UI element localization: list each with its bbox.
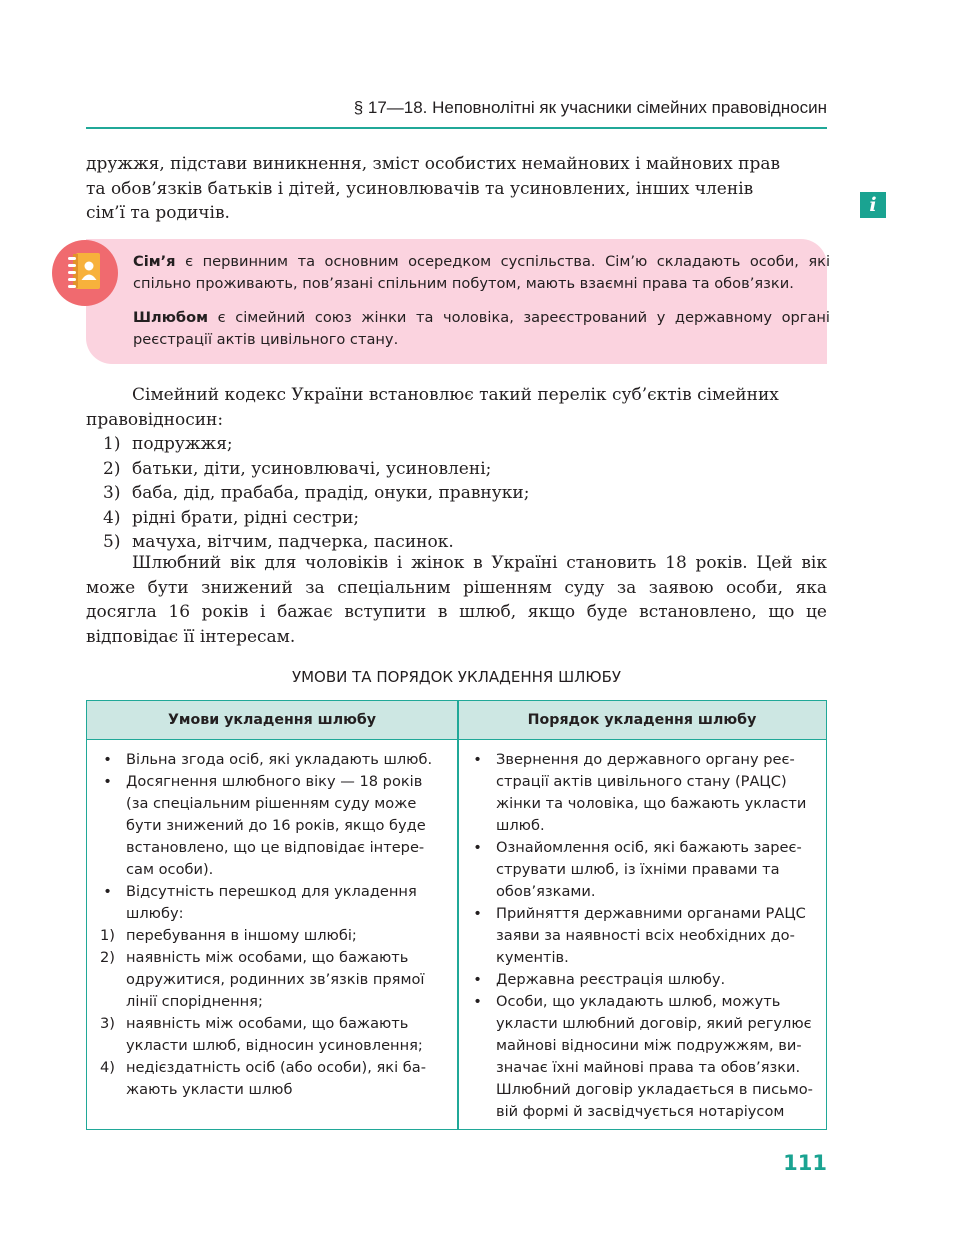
list-number: 4) bbox=[103, 507, 121, 528]
list-item-line: укласти шлюб, відносин усиновлення; bbox=[126, 1037, 423, 1054]
subjects-intro-line: Сімейний кодекс України встановлює такий перелік суб’єктів сімейних bbox=[132, 385, 779, 405]
table-list-item bbox=[459, 991, 813, 1123]
column-header-procedure: Порядок укладення шлюбу bbox=[527, 712, 757, 728]
list-item-line: (за спеціальним рішенням суду може bbox=[126, 795, 417, 812]
list-item bbox=[103, 481, 529, 506]
list-item-line: Вільна згода осіб, які укладають шлюб. bbox=[126, 751, 433, 768]
table-list-item bbox=[89, 947, 435, 1013]
intro-line: сім’ї та родичів. bbox=[86, 203, 230, 223]
list-text: мачуха, вітчим, падчерка, пасинок. bbox=[132, 532, 454, 552]
list-item-line: вій формі й засвідчується нотаріусом bbox=[496, 1103, 785, 1120]
list-number: 5) bbox=[103, 532, 121, 552]
list-number: 2) bbox=[103, 458, 121, 479]
list-item-line: Особи, що укладають шлюб, можуть bbox=[496, 993, 781, 1010]
list-item-line: Досягнення шлюбного віку — 18 років bbox=[126, 773, 423, 790]
list-item-line: Шлюбний договір укладається в письмо- bbox=[496, 1081, 813, 1098]
list-item-text bbox=[496, 903, 813, 969]
list-item-line: лінії споріднення; bbox=[126, 993, 263, 1010]
info-marker-icon: i bbox=[860, 192, 886, 218]
list-item-text bbox=[126, 749, 435, 771]
subjects-intro bbox=[86, 383, 827, 432]
list-item-text bbox=[496, 969, 813, 991]
list-item-line: недієздатність осіб (або особи), які ба- bbox=[126, 1059, 427, 1076]
table-list-item bbox=[89, 881, 435, 925]
list-item-line: наявність між особами, що бажають bbox=[126, 949, 409, 966]
list-number: 3) bbox=[103, 483, 121, 503]
table-list-item bbox=[89, 1013, 435, 1057]
conditions-column bbox=[89, 749, 435, 1101]
procedure-column bbox=[459, 749, 813, 1123]
list-item-line: укласти шлюбний договір, який регулює bbox=[496, 1015, 812, 1032]
list-marker: • bbox=[473, 905, 482, 922]
list-text: батьки, діти, усиновлювачі, усиновлені; bbox=[132, 458, 492, 479]
list-item-line: шлюб. bbox=[496, 817, 545, 834]
table-list-item bbox=[89, 1057, 435, 1101]
list-item-line: Прийняття державними органами РАЦС bbox=[496, 905, 806, 922]
list-item-line: Державна реєстрація шлюбу. bbox=[496, 971, 726, 988]
list-marker: • bbox=[473, 971, 482, 988]
list-item-line: кументів. bbox=[496, 949, 569, 966]
table-list-item bbox=[459, 749, 813, 837]
table-list-item bbox=[89, 749, 435, 771]
list-item-line: встановлено, що це відповідає інтере- bbox=[126, 839, 425, 856]
list-marker: 4) bbox=[100, 1059, 115, 1076]
list-item-line: одружитися, родинних зв’язків прямої bbox=[126, 971, 425, 988]
list-item-text bbox=[126, 771, 435, 881]
definition-marriage bbox=[133, 307, 830, 351]
address-book-icon bbox=[52, 240, 118, 306]
list-text: баба, дід, прабаба, прадід, онуки, правнуки; bbox=[132, 483, 530, 503]
list-item-line: Ознайомлення осіб, які бажають зареє- bbox=[496, 839, 802, 856]
list-marker: 3) bbox=[100, 1015, 115, 1032]
intro-line: дружжя, підстави виникнення, зміст особистих немайнових і майнових прав bbox=[86, 154, 781, 174]
list-item-text bbox=[126, 947, 435, 1013]
intro-paragraph bbox=[86, 152, 827, 226]
subjects-list bbox=[103, 432, 529, 555]
list-item-text bbox=[496, 749, 813, 837]
running-header: § 17—18. Неповнолітні як учасники сімейних правовідносин bbox=[353, 98, 827, 117]
definition-text: є первинним та основним осередком суспільства. Сім’ю складають особи, які спільно проживають, пов’язані спільним побутом, мають взаємні права та обов’язки. bbox=[133, 253, 830, 292]
list-item bbox=[103, 506, 529, 531]
list-item-line: перебування в іншому шлюбі; bbox=[126, 927, 357, 944]
intro-line: та обов’язків батьків і дітей, усиновлювачів та усиновлених, інших членів bbox=[86, 178, 754, 199]
list-item-line: наявність між особами, що бажають bbox=[126, 1015, 409, 1032]
page-number: 111 bbox=[783, 1151, 827, 1175]
list-marker: 2) bbox=[100, 949, 115, 966]
list-item-line: Відсутність перешкод для укладення bbox=[126, 883, 417, 900]
list-marker: • bbox=[103, 751, 112, 768]
list-item-line: заяви за наявності всіх необхідних до- bbox=[496, 927, 795, 944]
list-item-text bbox=[496, 837, 813, 903]
list-item-text bbox=[126, 925, 435, 947]
marriage-age-paragraph: Шлюбний вік для чоловіків і жінок в Україні становить 18 років. Цей вік може бути знижений за спеціальним рішенням суду за заявою особи, яка досягла 16 років і бажає вступити в шлюб, якщо буде встановлено, що це відповідає її інтересам. bbox=[86, 553, 827, 647]
list-item-line: сам особи). bbox=[126, 861, 214, 878]
list-marker: • bbox=[103, 883, 112, 900]
list-marker: • bbox=[473, 993, 482, 1010]
table-list-item bbox=[459, 903, 813, 969]
list-marker: • bbox=[103, 773, 112, 790]
table-list-item bbox=[459, 837, 813, 903]
list-item-text bbox=[126, 881, 435, 925]
list-item-text bbox=[496, 991, 813, 1123]
list-item-line: страції актів цивільного стану (РАЦС) bbox=[496, 773, 787, 790]
table-caption: УМОВИ ТА ПОРЯДОК УКЛАДЕННЯ ШЛЮБУ bbox=[291, 668, 622, 686]
subjects-intro-line: правовідносин: bbox=[86, 409, 224, 430]
marriage-table bbox=[86, 700, 827, 1130]
list-item-line: обов’язками. bbox=[496, 883, 596, 900]
list-item-line: Звернення до державного органу реє- bbox=[496, 751, 795, 768]
list-number: 1) bbox=[103, 434, 121, 454]
list-text: рідні брати, рідні сестри; bbox=[132, 507, 360, 528]
definition-text: є сімейний союз жінки та чоловіка, зареєстрований у державному органі реєстрації актів цивільного стану. bbox=[133, 309, 830, 348]
table-list-item bbox=[459, 969, 813, 991]
list-item bbox=[103, 432, 529, 457]
list-marker: • bbox=[473, 839, 482, 856]
definition-term: Шлюбом bbox=[133, 309, 209, 326]
header-rule bbox=[86, 127, 827, 129]
table-list-item bbox=[89, 771, 435, 881]
list-item-line: значає їхні майнові права та обов’язки. bbox=[496, 1059, 801, 1076]
list-item-line: струвати шлюб, із їхніми правами та bbox=[496, 861, 780, 878]
list-item-text bbox=[126, 1013, 435, 1057]
list-item-line: жінки та чоловіка, що бажають укласти bbox=[496, 795, 807, 812]
table-list-item bbox=[89, 925, 435, 947]
list-item-text bbox=[126, 1057, 435, 1101]
definition-family bbox=[133, 251, 830, 295]
list-marker: 1) bbox=[100, 927, 115, 944]
list-item-line: жають укласти шлюб bbox=[126, 1081, 293, 1098]
list-item-line: шлюбу: bbox=[126, 905, 184, 922]
list-item-line: майнові відносини між подружжям, ви- bbox=[496, 1037, 802, 1054]
list-item bbox=[103, 457, 529, 482]
list-marker: • bbox=[473, 751, 482, 768]
definition-term: Сім’я bbox=[133, 253, 176, 270]
list-text: подружжя; bbox=[132, 434, 233, 454]
list-item-line: бути знижений до 16 років, якщо буде bbox=[126, 817, 426, 834]
column-header-conditions: Умови укладення шлюбу bbox=[167, 712, 377, 728]
